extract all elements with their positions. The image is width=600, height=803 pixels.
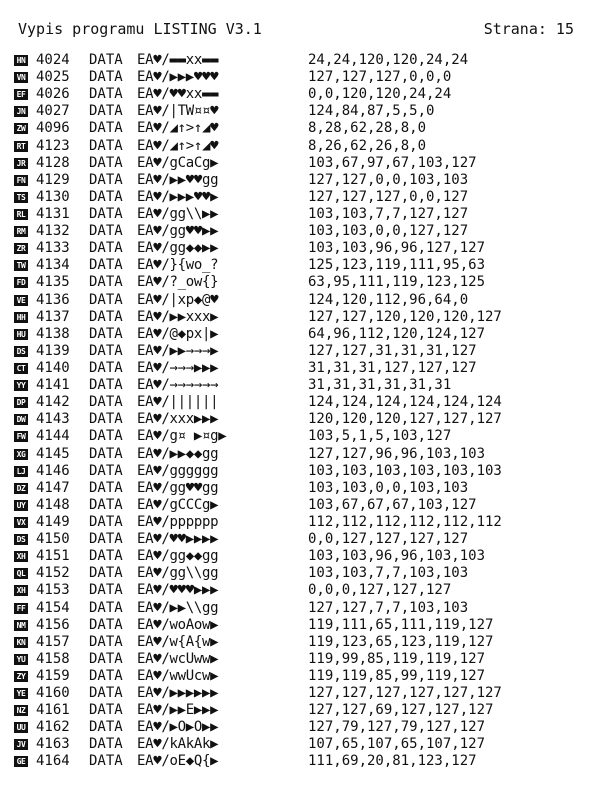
- line-number: 4130: [36, 188, 70, 205]
- data-keyword: DATA: [89, 599, 123, 616]
- checksum-badge: LJ: [14, 466, 28, 477]
- encoded-data: ЕА♥/w{A{w▶: [137, 633, 219, 650]
- line-number: 4164: [36, 753, 70, 770]
- data-values: 31,31,31,127,127,127: [308, 359, 477, 376]
- data-keyword: DATA: [89, 445, 123, 462]
- data-keyword: DATA: [89, 188, 123, 205]
- checksum-badge: TW: [14, 260, 28, 271]
- listing-line: [12, 86, 592, 103]
- data-keyword: DATA: [89, 753, 123, 770]
- data-values: 127,127,7,7,103,103: [308, 599, 469, 616]
- line-number: 4131: [36, 205, 70, 222]
- data-keyword: DATA: [89, 462, 123, 479]
- checksum-badge: DP: [14, 397, 28, 408]
- data-keyword: DATA: [89, 685, 123, 702]
- encoded-data: ЕА♥/◢↑>↑◢♥: [137, 137, 219, 154]
- listing-line: [12, 548, 592, 565]
- encoded-data: ЕА♥/gCCCg▶: [137, 496, 219, 513]
- data-values: 127,127,96,96,103,103: [308, 445, 486, 462]
- line-number: 4154: [36, 599, 70, 616]
- data-values: 64,96,112,120,124,127: [308, 325, 486, 342]
- data-values: 8,28,62,28,8,0: [308, 120, 427, 137]
- data-keyword: DATA: [89, 359, 123, 376]
- line-number: 4157: [36, 633, 70, 650]
- data-keyword: DATA: [89, 52, 123, 68]
- encoded-data: ЕА♥/▶O▶O▶▶: [137, 719, 219, 736]
- encoded-data: ЕА♥/gggggg: [137, 462, 219, 479]
- checksum-badge: YU: [14, 654, 28, 665]
- data-values: 0,0,120,120,24,24: [308, 86, 452, 103]
- encoded-data: ЕА♥/♥♥♥▶▶▶: [137, 582, 219, 599]
- data-keyword: DATA: [89, 171, 123, 188]
- encoded-data: ЕА♥/→→→→→→: [137, 377, 219, 394]
- encoded-data: ЕА♥/◢↑>↑◢♥: [137, 120, 219, 137]
- line-number: 4025: [36, 69, 70, 86]
- encoded-data: ЕА♥/gg◆◆▶▶: [137, 240, 219, 257]
- listing-line: [12, 377, 592, 394]
- encoded-data: ЕА♥/▶▶\\gg: [137, 599, 219, 616]
- line-number: 4160: [36, 685, 70, 702]
- listing-line: [12, 753, 592, 770]
- listing-line: [12, 411, 592, 428]
- listing-line: [12, 719, 592, 736]
- checksum-badge: FN: [14, 175, 28, 186]
- data-keyword: DATA: [89, 719, 123, 736]
- checksum-badge: FD: [14, 277, 28, 288]
- checksum-badge: DZ: [14, 483, 28, 494]
- data-keyword: DATA: [89, 274, 123, 291]
- listing-line: [12, 309, 592, 326]
- line-number: 4151: [36, 548, 70, 565]
- listing-line: [12, 651, 592, 668]
- data-values: 127,127,127,127,127,127: [308, 685, 502, 702]
- data-values: 63,95,111,119,123,125: [308, 274, 486, 291]
- line-number: 4156: [36, 616, 70, 633]
- encoded-data: ЕА♥/→→→▶▶▶: [137, 359, 219, 376]
- line-number: 4140: [36, 359, 70, 376]
- checksum-badge: ZY: [14, 671, 28, 682]
- data-values: 103,103,7,7,103,103: [308, 565, 469, 582]
- encoded-data: ЕА♥/gCaCg▶: [137, 154, 219, 171]
- encoded-data: ЕА♥/}{wo_?: [137, 257, 219, 274]
- data-values: 103,103,96,96,103,103: [308, 548, 486, 565]
- encoded-data: ЕА♥/▶▶→→→▶: [137, 342, 219, 359]
- line-number: 4148: [36, 496, 70, 513]
- listing-line: [12, 463, 592, 480]
- data-keyword: DATA: [89, 702, 123, 719]
- checksum-badge: VN: [14, 72, 28, 83]
- encoded-data: ЕА♥/oE◆Q{▶: [137, 753, 219, 770]
- data-values: 0,0,127,127,127,127: [308, 531, 469, 548]
- data-keyword: DATA: [89, 377, 123, 394]
- encoded-data: ЕА♥/kAkAk▶: [137, 736, 219, 753]
- encoded-data: ЕА♥/gg\\▶▶: [137, 205, 219, 222]
- encoded-data: ЕА♥/?_ow{}: [137, 274, 219, 291]
- data-values: 124,120,112,96,64,0: [308, 291, 469, 308]
- line-number: 4137: [36, 308, 70, 325]
- data-values: 127,127,0,0,103,103: [308, 171, 469, 188]
- line-number: 4145: [36, 445, 70, 462]
- data-values: 8,26,62,26,8,0: [308, 137, 427, 154]
- encoded-data: ЕА♥/gg\\gg: [137, 565, 219, 582]
- listing-line: [12, 103, 592, 120]
- program-listing: [12, 52, 592, 771]
- data-values: 119,119,85,99,119,127: [308, 667, 486, 684]
- listing-line: [12, 582, 592, 599]
- line-number: 4142: [36, 394, 70, 411]
- data-values: 127,127,127,0,0,127: [308, 188, 469, 205]
- data-values: 112,112,112,112,112,112: [308, 513, 502, 530]
- line-number: 4149: [36, 513, 70, 530]
- listing-line: [12, 360, 592, 377]
- checksum-badge: VX: [14, 517, 28, 528]
- listing-line: [12, 600, 592, 617]
- data-values: 103,103,7,7,127,127: [308, 205, 469, 222]
- data-keyword: DATA: [89, 633, 123, 650]
- encoded-data: ЕА♥/gg♥♥gg: [137, 479, 219, 496]
- data-values: 31,31,31,31,31,31: [308, 377, 452, 394]
- encoded-data: ЕА♥/||||||: [137, 394, 219, 411]
- checksum-badge: QL: [14, 568, 28, 579]
- listing-line: [12, 736, 592, 753]
- checksum-badge: DS: [14, 346, 28, 357]
- data-values: 124,124,124,124,124,124: [308, 394, 502, 411]
- data-values: 103,67,67,67,103,127: [308, 496, 477, 513]
- data-values: 111,69,20,81,123,127: [308, 753, 477, 770]
- data-values: 103,103,96,96,127,127: [308, 240, 486, 257]
- checksum-badge: UU: [14, 722, 28, 733]
- checksum-badge: RL: [14, 209, 28, 220]
- data-keyword: DATA: [89, 86, 123, 103]
- data-values: 119,111,65,111,119,127: [308, 616, 494, 633]
- checksum-badge: NM: [14, 620, 28, 631]
- encoded-data: ЕА♥/pppppp: [137, 513, 219, 530]
- line-number: 4143: [36, 411, 70, 428]
- data-keyword: DATA: [89, 736, 123, 753]
- checksum-badge: JV: [14, 739, 28, 750]
- line-number: 4162: [36, 719, 70, 736]
- line-number: 4153: [36, 582, 70, 599]
- listing-line: [12, 514, 592, 531]
- checksum-badge: JN: [14, 106, 28, 117]
- data-values: 103,103,103,103,103,103: [308, 462, 502, 479]
- encoded-data: ЕА♥/▶▶▶♥♥▶: [137, 188, 219, 205]
- listing-line: [12, 634, 592, 651]
- line-number: 4128: [36, 154, 70, 171]
- listing-title: Vypis programu LISTING V3.1: [18, 20, 262, 38]
- encoded-data: ЕА♥/@◆px|▶: [137, 325, 219, 342]
- listing-line: [12, 446, 592, 463]
- line-number: 4132: [36, 223, 70, 240]
- data-keyword: DATA: [89, 103, 123, 120]
- data-keyword: DATA: [89, 667, 123, 684]
- line-number: 4144: [36, 428, 70, 445]
- checksum-badge: GE: [14, 756, 28, 767]
- data-keyword: DATA: [89, 257, 123, 274]
- data-keyword: DATA: [89, 205, 123, 222]
- line-number: 4150: [36, 531, 70, 548]
- listing-line: [12, 668, 592, 685]
- encoded-data: ЕА♥/▶▶▶♥♥♥: [137, 69, 219, 86]
- checksum-badge: HN: [14, 55, 28, 66]
- data-keyword: DATA: [89, 69, 123, 86]
- listing-line: [12, 394, 592, 411]
- listing-line: [12, 617, 592, 634]
- data-values: 103,103,0,0,103,103: [308, 479, 469, 496]
- line-number: 4146: [36, 462, 70, 479]
- page-header: [18, 18, 580, 40]
- checksum-badge: NZ: [14, 705, 28, 716]
- listing-line: [12, 189, 592, 206]
- listing-line: [12, 565, 592, 582]
- checksum-badge: FW: [14, 431, 28, 442]
- data-keyword: DATA: [89, 548, 123, 565]
- data-keyword: DATA: [89, 411, 123, 428]
- listing-line: [12, 69, 592, 86]
- data-keyword: DATA: [89, 325, 123, 342]
- checksum-badge: RT: [14, 141, 28, 152]
- line-number: 4138: [36, 325, 70, 342]
- checksum-badge: KN: [14, 637, 28, 648]
- encoded-data: ЕА♥/|xp◆@♥: [137, 291, 219, 308]
- line-number: 4163: [36, 736, 70, 753]
- data-values: 103,5,1,5,103,127: [308, 428, 452, 445]
- listing-line: [12, 326, 592, 343]
- data-keyword: DATA: [89, 154, 123, 171]
- checksum-badge: JR: [14, 158, 28, 169]
- listing-line: [12, 292, 592, 309]
- data-keyword: DATA: [89, 582, 123, 599]
- checksum-badge: UY: [14, 500, 28, 511]
- data-keyword: DATA: [89, 223, 123, 240]
- data-values: 127,127,127,0,0,0: [308, 69, 452, 86]
- line-number: 4123: [36, 137, 70, 154]
- data-values: 119,123,65,123,119,127: [308, 633, 494, 650]
- checksum-badge: CT: [14, 363, 28, 374]
- page-number: Strana: 15: [483, 20, 574, 38]
- listing-line: [12, 257, 592, 274]
- listing-line: [12, 343, 592, 360]
- line-number: 4159: [36, 667, 70, 684]
- data-values: 107,65,107,65,107,127: [308, 736, 486, 753]
- checksum-badge: EF: [14, 89, 28, 100]
- data-keyword: DATA: [89, 650, 123, 667]
- checksum-badge: HU: [14, 329, 28, 340]
- listing-line: [12, 223, 592, 240]
- listing-line: [12, 685, 592, 702]
- data-values: 124,84,87,5,5,0: [308, 103, 435, 120]
- data-keyword: DATA: [89, 342, 123, 359]
- data-keyword: DATA: [89, 120, 123, 137]
- listing-line: [12, 497, 592, 514]
- encoded-data: ЕА♥/▶▶♥♥gg: [137, 171, 219, 188]
- listing-line: [12, 428, 592, 445]
- listing-line: [12, 480, 592, 497]
- data-keyword: DATA: [89, 479, 123, 496]
- checksum-badge: VE: [14, 295, 28, 306]
- data-values: 103,103,0,0,127,127: [308, 223, 469, 240]
- data-keyword: DATA: [89, 428, 123, 445]
- checksum-badge: DS: [14, 534, 28, 545]
- line-number: 4134: [36, 257, 70, 274]
- encoded-data: ЕА♥/g¤ ▶¤g▶: [137, 428, 227, 445]
- encoded-data: ЕА♥/gg◆◆gg: [137, 548, 219, 565]
- encoded-data: ЕА♥/▶▶xxx▶: [137, 308, 219, 325]
- data-values: 127,127,69,127,127,127: [308, 702, 494, 719]
- data-keyword: DATA: [89, 513, 123, 530]
- data-keyword: DATA: [89, 137, 123, 154]
- encoded-data: ЕА♥/▶▶◆◆gg: [137, 445, 219, 462]
- data-values: 119,99,85,119,119,127: [308, 650, 486, 667]
- line-number: 4133: [36, 240, 70, 257]
- line-number: 4027: [36, 103, 70, 120]
- encoded-data: ЕА♥/♥♥▶▶▶▶: [137, 531, 219, 548]
- data-keyword: DATA: [89, 565, 123, 582]
- encoded-data: ЕА♥/▬▬xx▬▬: [137, 52, 219, 68]
- listing-line: [12, 138, 592, 155]
- checksum-badge: TS: [14, 192, 28, 203]
- line-number: 4024: [36, 52, 70, 68]
- data-values: 127,127,31,31,31,127: [308, 342, 477, 359]
- line-number: 4135: [36, 274, 70, 291]
- data-values: 0,0,0,127,127,127: [308, 582, 452, 599]
- encoded-data: ЕА♥/|TW¤¤♥: [137, 103, 219, 120]
- encoded-data: ЕА♥/▶▶▶▶▶▶: [137, 685, 219, 702]
- data-values: 24,24,120,120,24,24: [308, 52, 469, 68]
- checksum-badge: ZR: [14, 243, 28, 254]
- encoded-data: ЕА♥/wcUww▶: [137, 650, 219, 667]
- data-keyword: DATA: [89, 240, 123, 257]
- listing-line: [12, 702, 592, 719]
- data-keyword: DATA: [89, 531, 123, 548]
- listing-line: [12, 240, 592, 257]
- checksum-badge: YE: [14, 688, 28, 699]
- listing-line: [12, 172, 592, 189]
- listing-line: [12, 274, 592, 291]
- data-values: 125,123,119,111,95,63: [308, 257, 486, 274]
- listing-line: [12, 531, 592, 548]
- data-keyword: DATA: [89, 308, 123, 325]
- line-number: 4147: [36, 479, 70, 496]
- encoded-data: ЕА♥/▶▶E▶▶▶: [137, 702, 219, 719]
- line-number: 4136: [36, 291, 70, 308]
- line-number: 4152: [36, 565, 70, 582]
- data-values: 127,127,120,120,120,127: [308, 308, 502, 325]
- data-values: 103,67,97,67,103,127: [308, 154, 477, 171]
- listing-line: [12, 155, 592, 172]
- data-keyword: DATA: [89, 616, 123, 633]
- listing-line: [12, 206, 592, 223]
- listing-line: [12, 52, 592, 69]
- data-keyword: DATA: [89, 291, 123, 308]
- line-number: 4026: [36, 86, 70, 103]
- encoded-data: ЕА♥/♥♥xx▬▬: [137, 86, 219, 103]
- data-keyword: DATA: [89, 496, 123, 513]
- data-keyword: DATA: [89, 394, 123, 411]
- checksum-badge: FF: [14, 603, 28, 614]
- checksum-badge: ZW: [14, 123, 28, 134]
- data-values: 127,79,127,79,127,127: [308, 719, 486, 736]
- checksum-badge: YY: [14, 380, 28, 391]
- checksum-badge: XH: [14, 551, 28, 562]
- checksum-badge: RM: [14, 226, 28, 237]
- line-number: 4141: [36, 377, 70, 394]
- checksum-badge: XG: [14, 449, 28, 460]
- checksum-badge: HH: [14, 312, 28, 323]
- line-number: 4129: [36, 171, 70, 188]
- data-values: 120,120,120,127,127,127: [308, 411, 502, 428]
- line-number: 4139: [36, 342, 70, 359]
- line-number: 4158: [36, 650, 70, 667]
- encoded-data: ЕА♥/wwUcw▶: [137, 667, 219, 684]
- encoded-data: ЕА♥/xxx▶▶▶: [137, 411, 219, 428]
- checksum-badge: DW: [14, 414, 28, 425]
- listing-line: [12, 120, 592, 137]
- checksum-badge: XH: [14, 585, 28, 596]
- line-number: 4161: [36, 702, 70, 719]
- encoded-data: ЕА♥/gg♥♥▶▶: [137, 223, 219, 240]
- encoded-data: ЕА♥/woAow▶: [137, 616, 219, 633]
- line-number: 4096: [36, 120, 70, 137]
